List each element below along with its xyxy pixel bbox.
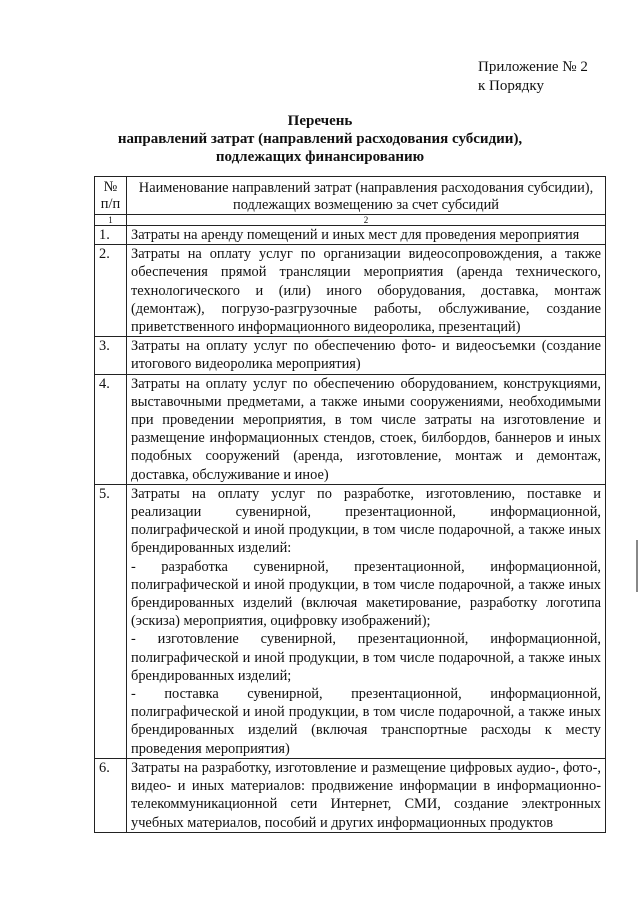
row-number: 1. — [95, 226, 127, 245]
scan-edge-mark — [636, 540, 638, 592]
row-bullet: - поставка сувенирной, презентационной, информационной, полиграфической и иной продукции, в том числе подарочной, а также иных брендированных изделий (включая транспортные расходы к месту проведения мероприятия) — [131, 686, 601, 757]
document-title — [0, 112, 640, 166]
appendix-number: Приложение № 2 — [478, 59, 588, 75]
table-row — [95, 758, 606, 832]
table-index-row — [95, 215, 606, 226]
row-number: 3. — [95, 337, 127, 374]
row-number: 4. — [95, 374, 127, 484]
document-header — [478, 58, 588, 96]
title-line-3: подлежащих финансированию — [215, 149, 425, 165]
table-row — [95, 484, 606, 758]
title-line-1: Перечень — [287, 113, 353, 129]
row-text-block — [127, 484, 606, 758]
row-number: 2. — [95, 245, 127, 337]
title-line-2: направлений затрат (направлений расходования субсидии), — [117, 131, 523, 147]
row-text: Затраты на аренду помещений и иных мест для проведения мероприятия — [127, 226, 606, 245]
column-header-number: № п/п — [95, 177, 127, 215]
row-bullet: - изготовление сувенирной, презентационной, информационной, полиграфической и иной продукции, в том числе подарочной, а также иных брендированных изделий; — [131, 631, 601, 684]
row-text: Затраты на оплату услуг по разработке, изготовлению, поставке и реализации сувенирной, презентационной, информационной, полиграфической и иной продукции, в том числе подарочной, а также иных брендированных изделий: — [131, 485, 601, 557]
expense-directions-table — [94, 176, 606, 833]
table-header-row — [95, 177, 606, 215]
row-number: 6. — [95, 758, 127, 832]
row-text: Затраты на оплату услуг по обеспечению оборудованием, конструкциями, выставочными предметами, а также иными сооружениями, необходимыми при проведении мероприятия, в том числе затраты на изготовление и размещение информационных стендов, стоек, билбордов, баннеров и иных подобных сооружений (аренда, изготовление, монтаж и демонтаж, доставка, обслуживание и иное) — [127, 374, 606, 484]
row-text: Затраты на разработку, изготовление и размещение цифровых аудио-, фото-, видео- и иных материалов: продвижение информации в информационно-телекоммуникационной сети Интернет, СМИ, создание электронных учебных материалов, пособий и других информационных продуктов — [127, 758, 606, 832]
table-row — [95, 245, 606, 337]
column-index-1: 1 — [95, 215, 127, 226]
table-row — [95, 374, 606, 484]
row-text: Затраты на оплату услуг по обеспечению фото- и видеосъемки (создание итогового видеоролика мероприятия) — [127, 337, 606, 374]
column-header-name: Наименование направлений затрат (направления расходования субсидии), подлежащих возмещению за счет субсидий — [127, 177, 606, 215]
appendix-reference: к Порядку — [478, 78, 544, 94]
row-number: 5. — [95, 484, 127, 758]
column-index-2: 2 — [127, 215, 606, 226]
row-bullet: - разработка сувенирной, презентационной, информационной, полиграфической и иной продукции, в том числе подарочной, а также иных брендированных изделий (включая макетирование, разработку логотипа (эскиза) мероприятия, оцифровку изображений); — [131, 558, 601, 630]
table-row — [95, 226, 606, 245]
row-text: Затраты на оплату услуг по организации видеосопровождения, а также обеспечения прямой трансляции мероприятия (аренда технического, технологического и (или) иного оборудования, доставка, монтаж (демонтаж), погрузо-разгрузочные работы, обслуживание, создание приветственного информационного видеоролика, презентаций) — [127, 245, 606, 337]
table-row — [95, 337, 606, 374]
